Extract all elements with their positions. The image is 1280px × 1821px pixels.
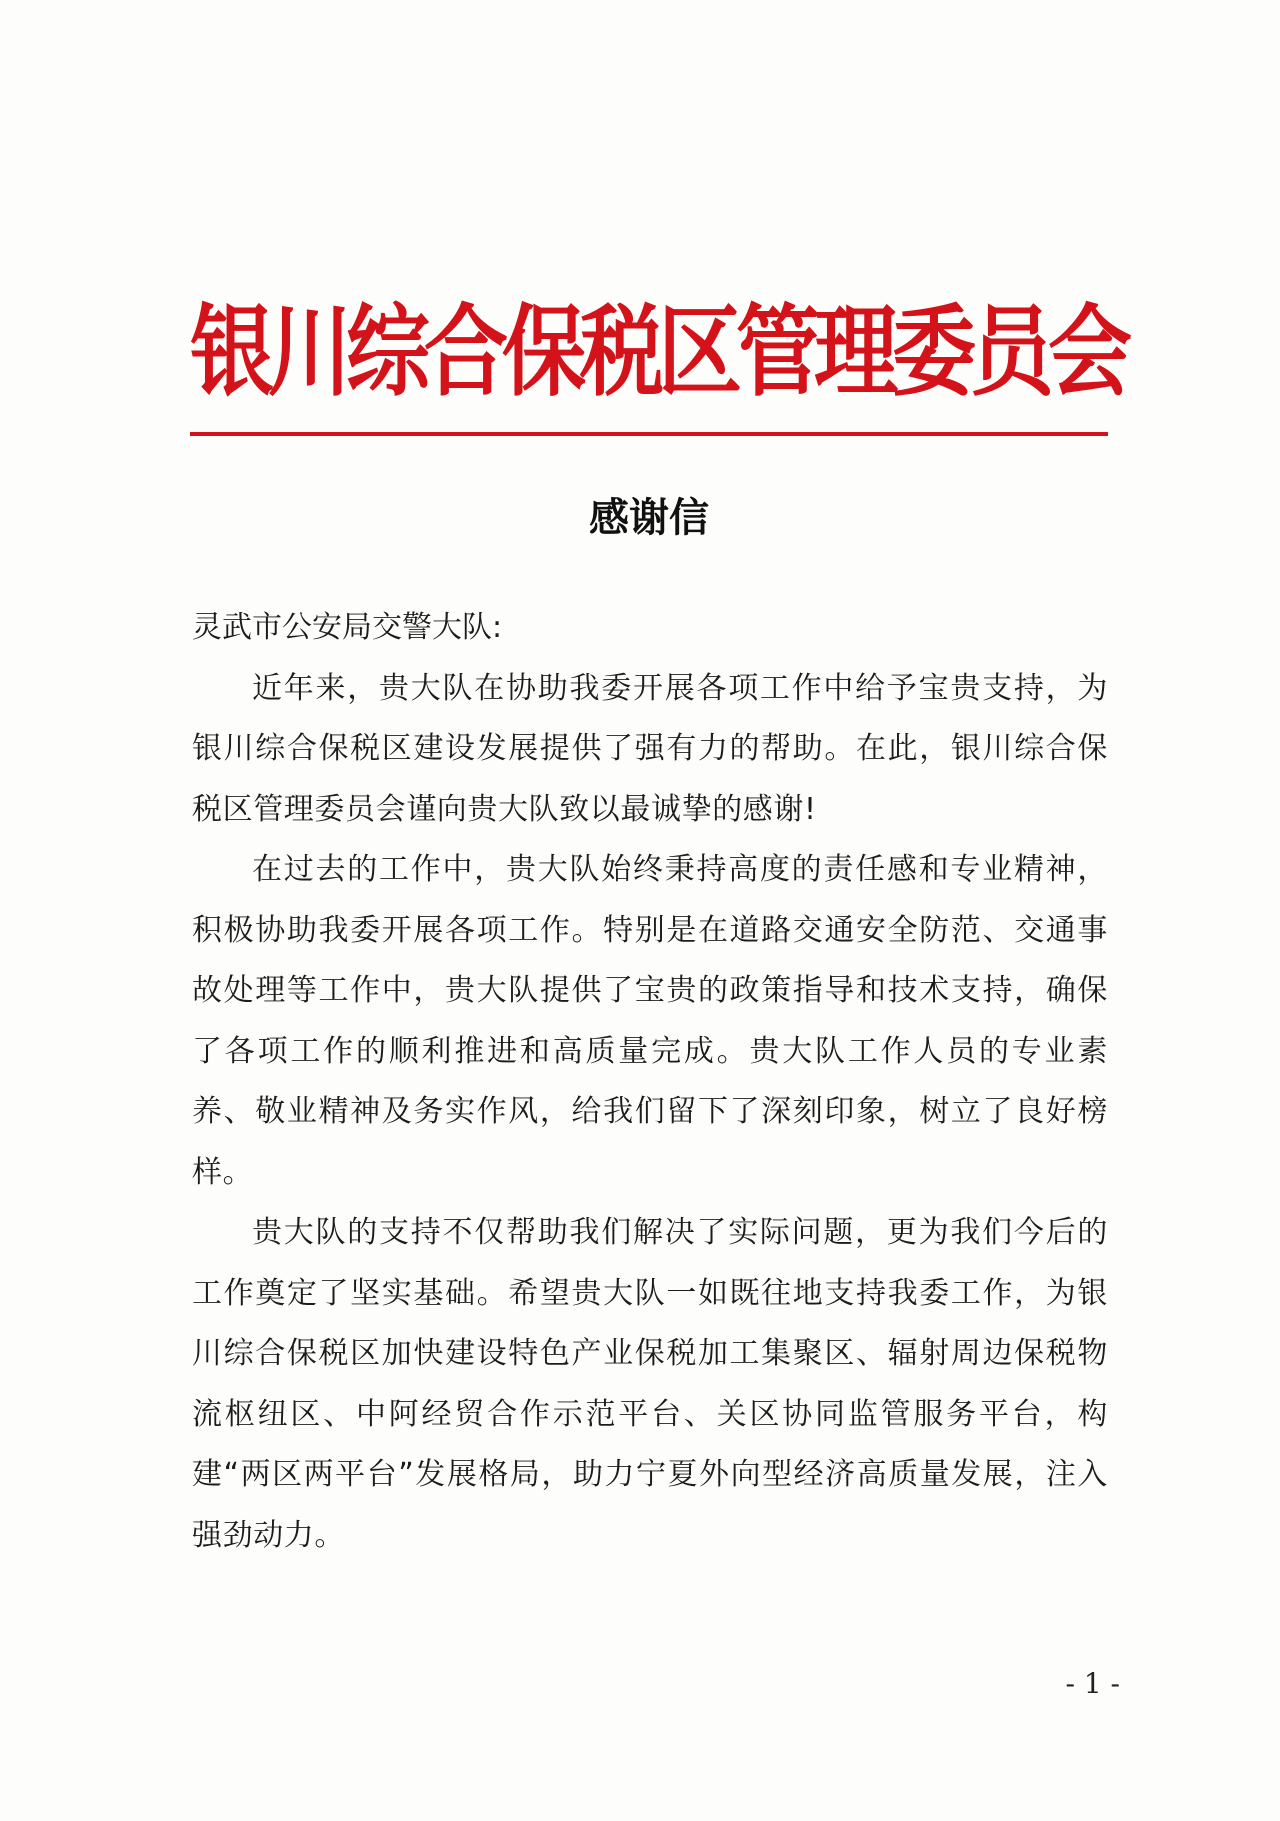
letterhead-red-divider (190, 432, 1108, 436)
letter-body (192, 598, 1108, 1566)
letterhead-org-name: 银川综合保税区管理委员会 (190, 292, 1127, 410)
salutation: 灵武市公安局交警大队: (192, 610, 503, 645)
document-title: 感谢信 (589, 494, 709, 541)
page-number: - 1 - (1065, 1667, 1120, 1700)
paragraph-2: 在过去的工作中，贵大队始终秉持高度的责任感和专业精神，积极协助我委开展各项工作。特别是在道路交通安全防范、交通事故处理等工作中，贵大队提供了宝贵的政策指导和技术支持，确保了各项工作的顺利推进和高质量完成。贵大队工作人员的专业素养、敬业精神及务实作风，给我们留下了深刻印象，树立了良好榜样。 (192, 852, 1108, 1190)
paragraph-1: 近年来，贵大队在协助我委开展各项工作中给予宝贵支持，为银川综合保税区建设发展提供了强有力的帮助。在此，银川综合保税区管理委员会谨向贵大队致以最诚挚的感谢! (192, 670, 1108, 827)
paragraph-3: 贵大队的支持不仅帮助我们解决了实际问题，更为我们今后的工作奠定了坚实基础。希望贵大队一如既往地支持我委工作，为银川综合保税区加快建设特色产业保税加工集聚区、辐射周边保税物流枢纽区、中阿经贸合作示范平台、关区协同监管服务平台，构建“两区两平台”发展格局，助力宁夏外向型经济高质量发展，注入强劲动力。 (192, 1215, 1108, 1553)
